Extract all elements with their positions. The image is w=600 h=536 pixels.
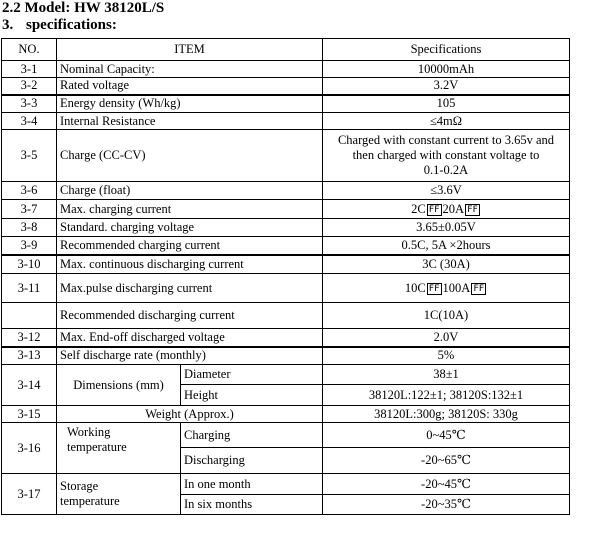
row-no: 3-4 (2, 113, 57, 130)
table-row (2, 474, 570, 495)
placeholder-glyph-icon: FF (428, 204, 440, 215)
row-spec: 2.0V (323, 329, 570, 347)
section-heading (2, 17, 117, 34)
spec-value: 10C (404, 280, 426, 295)
row-spec: 38±1 (323, 365, 570, 385)
item-line: Storage (60, 479, 99, 493)
row-spec: 0.5C, 5A ×2hours (323, 237, 570, 255)
table-row (2, 365, 570, 385)
row-item: Self discharge rate (monthly) (57, 347, 323, 365)
table-row (2, 130, 570, 182)
spec-value: 20A (442, 201, 465, 216)
row-item: Max. continuous discharging current (57, 255, 323, 274)
header-no: NO. (2, 39, 57, 61)
row-item: Charge (float) (57, 182, 323, 200)
row-no: 3-3 (2, 95, 57, 113)
table-row (2, 219, 570, 237)
item-line: temperature (67, 440, 127, 454)
row-spec: 3C (30A) (323, 255, 570, 274)
table-row (2, 182, 570, 200)
table-row (2, 237, 570, 255)
table-row (2, 274, 570, 303)
row-spec: 1C(10A) (323, 303, 570, 329)
row-spec: ≤3.6V (323, 182, 570, 200)
spec-value: 100A (442, 280, 471, 295)
row-spec: -20~65℃ (323, 448, 570, 474)
placeholder-glyph-icon: FF (428, 283, 440, 294)
row-spec (323, 274, 570, 303)
table-row (2, 95, 570, 113)
table-row (2, 303, 570, 329)
row-item: Energy density (Wh/kg) (57, 95, 323, 113)
table-row (2, 78, 570, 95)
row-item: Max. End-off discharged voltage (57, 329, 323, 347)
row-item: Charge (CC-CV) (57, 130, 323, 182)
model-heading: 2.2 Model: HW 38120L/S (2, 0, 165, 16)
row-no: 3-6 (2, 182, 57, 200)
table-row (2, 406, 570, 423)
row-no: 3-9 (2, 237, 57, 255)
row-no: 3-13 (2, 347, 57, 365)
item-line: temperature (60, 494, 120, 508)
placeholder-glyph-icon: FF (473, 283, 485, 294)
table-row (2, 347, 570, 365)
spec-line: then charged with constant voltage to (352, 148, 540, 162)
row-spec: 105 (323, 95, 570, 113)
header-spec: Specifications (323, 39, 570, 61)
row-spec: 38120L:300g; 38120S: 330g (323, 406, 570, 423)
row-no: 3-8 (2, 219, 57, 237)
row-spec: 5% (323, 347, 570, 365)
spec-line: Charged with constant current to 3.65v and (337, 133, 555, 147)
row-spec: 3.65±0.05V (323, 219, 570, 237)
row-spec: 3.2V (323, 78, 570, 95)
row-no: 3-15 (2, 406, 57, 423)
row-item: Nominal Capacity: (57, 61, 323, 78)
row-spec: 0~45℃ (323, 423, 570, 448)
row-spec (323, 130, 570, 182)
row-item: Dimensions (mm) (57, 365, 181, 406)
row-item: Internal Resistance (57, 113, 323, 130)
row-spec: ≤4mΩ (323, 113, 570, 130)
row-item: Recommended discharging current (57, 303, 323, 329)
row-spec (323, 200, 570, 219)
row-no: 3-7 (2, 200, 57, 219)
row-no: 3-12 (2, 329, 57, 347)
row-item (57, 423, 181, 474)
row-no (2, 303, 57, 329)
table-row (2, 200, 570, 219)
row-spec: -20~45℃ (323, 474, 570, 495)
row-no: 3-16 (2, 423, 57, 474)
row-subitem: Discharging (181, 448, 323, 474)
spec-value: 2C (411, 201, 426, 216)
row-item: Max. charging current (57, 200, 323, 219)
row-spec: 38120L:122±1; 38120S:132±1 (323, 385, 570, 406)
table-row (2, 255, 570, 274)
row-spec: -20~35℃ (323, 495, 570, 515)
row-subitem: Charging (181, 423, 323, 448)
placeholder-glyph-icon: FF (467, 204, 478, 215)
section-number: 3. (2, 17, 14, 33)
specifications-table (1, 38, 570, 515)
table-row (2, 61, 570, 78)
row-spec: 10000mAh (323, 61, 570, 78)
header-row (2, 39, 570, 61)
table-row (2, 423, 570, 448)
row-item: Weight (Approx.) (57, 406, 323, 423)
spec-line: 0.1-0.2A (423, 163, 469, 177)
row-no: 3-17 (2, 474, 57, 515)
row-item: Rated voltage (57, 78, 323, 95)
row-no: 3-10 (2, 255, 57, 274)
row-subitem: Diameter (181, 365, 323, 385)
row-item (57, 474, 181, 515)
item-line: Working (67, 425, 111, 439)
row-no: 3-14 (2, 365, 57, 406)
row-subitem: Height (181, 385, 323, 406)
row-no: 3-2 (2, 78, 57, 95)
row-item: Recommended charging current (57, 237, 323, 255)
section-title: specifications: (26, 17, 117, 33)
table-row (2, 113, 570, 130)
row-subitem: In one month (181, 474, 323, 495)
row-item: Standard. charging voltage (57, 219, 323, 237)
row-subitem: In six months (181, 495, 323, 515)
row-no: 3-5 (2, 130, 57, 182)
header-item: ITEM (57, 39, 323, 61)
row-no: 3-1 (2, 61, 57, 78)
row-no: 3-11 (2, 274, 57, 303)
table-row (2, 329, 570, 347)
row-item: Max.pulse discharging current (57, 274, 323, 303)
